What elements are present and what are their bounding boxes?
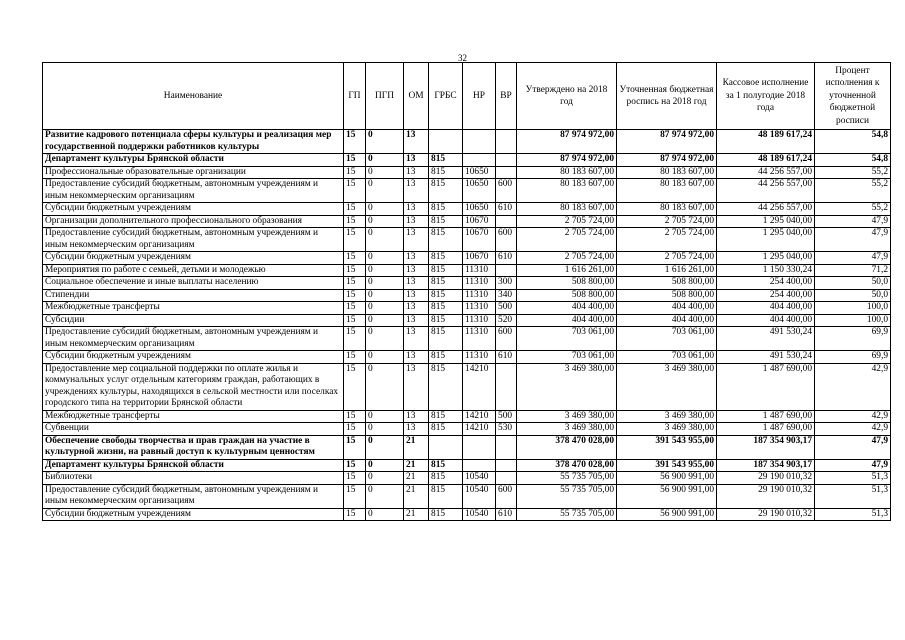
cell-cash: 404 400,00 (717, 314, 815, 327)
cell-gp: 15 (344, 435, 366, 459)
cell-name: Субсидии бюджетным учреждениям (43, 252, 344, 265)
table-row (43, 264, 891, 277)
cell-percent: 69,9 (815, 351, 891, 364)
cell-name: Предоставление субсидий бюджетным, автономным учреждениям и иным некоммерческим организациям (43, 327, 344, 351)
cell-approved: 2 705 724,00 (517, 252, 617, 265)
cell-refined: 404 400,00 (617, 314, 717, 327)
cell-percent: 51,3 (815, 484, 891, 508)
cell-vr: 610 (496, 203, 517, 216)
cell-cash: 1 487 690,00 (717, 410, 815, 423)
cell-refined: 2 705 724,00 (617, 215, 717, 228)
cell-pgp: 0 (366, 228, 404, 252)
cell-pgp: 0 (366, 203, 404, 216)
cell-vr (496, 215, 517, 228)
cell-om: 13 (404, 423, 429, 436)
cell-name: Департамент культуры Брянской области (43, 459, 344, 472)
cell-refined: 80 183 607,00 (617, 179, 717, 203)
cell-gp: 15 (344, 314, 366, 327)
cell-np: 11310 (463, 351, 496, 364)
cell-cash: 491 530,24 (717, 351, 815, 364)
cell-approved: 80 183 607,00 (517, 179, 617, 203)
cell-gp: 15 (344, 472, 366, 485)
cell-cash: 254 400,00 (717, 289, 815, 302)
cell-approved: 3 469 380,00 (517, 410, 617, 423)
cell-vr: 340 (496, 289, 517, 302)
cell-np: 11310 (463, 264, 496, 277)
cell-refined: 2 705 724,00 (617, 252, 717, 265)
cell-np: 10540 (463, 508, 496, 521)
cell-refined: 703 061,00 (617, 351, 717, 364)
cell-np: 11310 (463, 277, 496, 290)
table-row (43, 363, 891, 410)
cell-gp: 15 (344, 410, 366, 423)
cell-om: 13 (404, 314, 429, 327)
table-row (43, 154, 891, 167)
cell-pgp: 0 (366, 302, 404, 315)
cell-grbs: 815 (429, 314, 463, 327)
cell-vr: 500 (496, 410, 517, 423)
cell-cash: 404 400,00 (717, 302, 815, 315)
cell-cash: 48 189 617,24 (717, 154, 815, 167)
cell-gp: 15 (344, 228, 366, 252)
cell-percent: 42,9 (815, 410, 891, 423)
cell-name: Мероприятия по работе с семьей, детьми и молодежью (43, 264, 344, 277)
cell-om: 21 (404, 459, 429, 472)
col-header-np: НР (463, 63, 496, 130)
cell-om: 13 (404, 215, 429, 228)
cell-refined: 3 469 380,00 (617, 410, 717, 423)
cell-np: 10670 (463, 228, 496, 252)
cell-grbs: 815 (429, 351, 463, 364)
cell-vr: 600 (496, 327, 517, 351)
cell-np (463, 435, 496, 459)
cell-gp: 15 (344, 484, 366, 508)
cell-grbs: 815 (429, 423, 463, 436)
cell-name: Субсидии (43, 314, 344, 327)
cell-name: Субсидии бюджетным учреждениям (43, 203, 344, 216)
cell-name: Обеспечение свободы творчества и прав граждан на участие в культурной жизни, на равный доступ к культурным ценностям (43, 435, 344, 459)
cell-cash: 187 354 903,17 (717, 435, 815, 459)
cell-percent: 100,0 (815, 314, 891, 327)
cell-np: 14210 (463, 423, 496, 436)
cell-om: 13 (404, 327, 429, 351)
col-header-vr: ВР (496, 63, 517, 130)
cell-np: 10540 (463, 472, 496, 485)
col-header-percent: Процент исполнения к уточненной бюджетной росписи (815, 63, 891, 130)
cell-pgp: 0 (366, 289, 404, 302)
cell-om: 13 (404, 264, 429, 277)
cell-vr: 610 (496, 351, 517, 364)
budget-table (42, 62, 891, 521)
cell-name: Межбюджетные трансферты (43, 302, 344, 315)
cell-gp: 15 (344, 302, 366, 315)
cell-name: Библиотеки (43, 472, 344, 485)
table-row (43, 351, 891, 364)
cell-vr (496, 472, 517, 485)
table-row (43, 179, 891, 203)
cell-pgp: 0 (366, 435, 404, 459)
cell-name: Субсидии бюджетным учреждениям (43, 351, 344, 364)
cell-np: 11310 (463, 327, 496, 351)
cell-om: 21 (404, 484, 429, 508)
cell-percent: 47,9 (815, 215, 891, 228)
cell-om: 13 (404, 252, 429, 265)
cell-grbs: 815 (429, 228, 463, 252)
cell-cash: 1 295 040,00 (717, 228, 815, 252)
cell-approved: 1 616 261,00 (517, 264, 617, 277)
cell-pgp: 0 (366, 484, 404, 508)
cell-grbs: 815 (429, 289, 463, 302)
cell-pgp: 0 (366, 459, 404, 472)
cell-gp: 15 (344, 289, 366, 302)
cell-grbs: 815 (429, 363, 463, 410)
cell-pgp: 0 (366, 472, 404, 485)
cell-approved: 55 735 705,00 (517, 472, 617, 485)
table-row (43, 423, 891, 436)
table-row (43, 228, 891, 252)
cell-refined: 508 800,00 (617, 277, 717, 290)
cell-name: Предоставление субсидий бюджетным, автономным учреждениям и иным некоммерческим организациям (43, 228, 344, 252)
col-header-cash: Кассовое исполнение за 1 полугодие 2018 года (717, 63, 815, 130)
cell-np: 14210 (463, 410, 496, 423)
cell-percent: 71,2 (815, 264, 891, 277)
cell-approved: 3 469 380,00 (517, 423, 617, 436)
cell-percent: 42,9 (815, 363, 891, 410)
cell-np: 10650 (463, 179, 496, 203)
cell-vr (496, 130, 517, 154)
cell-approved: 80 183 607,00 (517, 203, 617, 216)
cell-pgp: 0 (366, 314, 404, 327)
cell-gp: 15 (344, 130, 366, 154)
cell-vr: 610 (496, 508, 517, 521)
table-row (43, 459, 891, 472)
cell-cash: 1 295 040,00 (717, 215, 815, 228)
cell-gp: 15 (344, 179, 366, 203)
cell-refined: 56 900 991,00 (617, 508, 717, 521)
cell-vr: 600 (496, 484, 517, 508)
table-row (43, 289, 891, 302)
table-row (43, 410, 891, 423)
cell-percent: 69,9 (815, 327, 891, 351)
cell-grbs: 815 (429, 327, 463, 351)
cell-refined: 2 705 724,00 (617, 228, 717, 252)
cell-gp: 15 (344, 508, 366, 521)
cell-om: 13 (404, 410, 429, 423)
cell-cash: 29 190 010,32 (717, 472, 815, 485)
cell-pgp: 0 (366, 351, 404, 364)
cell-percent: 47,9 (815, 228, 891, 252)
cell-approved: 80 183 607,00 (517, 166, 617, 179)
cell-percent: 54,8 (815, 130, 891, 154)
cell-om: 21 (404, 472, 429, 485)
col-header-approved: Утверждено на 2018 год (517, 63, 617, 130)
cell-np: 10670 (463, 252, 496, 265)
cell-om: 13 (404, 277, 429, 290)
cell-om: 13 (404, 179, 429, 203)
cell-cash: 29 190 010,32 (717, 484, 815, 508)
cell-approved: 3 469 380,00 (517, 363, 617, 410)
page-number: 32 (458, 53, 467, 63)
cell-percent: 55,2 (815, 203, 891, 216)
cell-grbs: 815 (429, 264, 463, 277)
cell-cash: 29 190 010,32 (717, 508, 815, 521)
cell-gp: 15 (344, 215, 366, 228)
cell-gp: 15 (344, 277, 366, 290)
cell-name: Предоставление субсидий бюджетным, автономным учреждениям и иным некоммерческим организациям (43, 484, 344, 508)
cell-grbs (429, 130, 463, 154)
cell-grbs: 815 (429, 179, 463, 203)
cell-om: 13 (404, 302, 429, 315)
col-header-name: Наименование (43, 63, 344, 130)
cell-np: 11310 (463, 289, 496, 302)
table-row (43, 166, 891, 179)
cell-grbs: 815 (429, 203, 463, 216)
cell-om: 13 (404, 154, 429, 167)
cell-refined: 391 543 955,00 (617, 435, 717, 459)
cell-refined: 56 900 991,00 (617, 484, 717, 508)
cell-percent: 51,3 (815, 508, 891, 521)
cell-grbs: 815 (429, 215, 463, 228)
cell-grbs: 815 (429, 166, 463, 179)
cell-cash: 491 530,24 (717, 327, 815, 351)
cell-name: Развитие кадрового потенциала сферы культуры и реализация мер государственной поддержки работников культуры (43, 130, 344, 154)
cell-name: Субсидии бюджетным учреждениям (43, 508, 344, 521)
table-row (43, 252, 891, 265)
cell-refined: 80 183 607,00 (617, 203, 717, 216)
cell-pgp: 0 (366, 423, 404, 436)
table-row (43, 277, 891, 290)
cell-np: 10670 (463, 215, 496, 228)
cell-approved: 404 400,00 (517, 314, 617, 327)
cell-percent: 50,0 (815, 289, 891, 302)
cell-name: Социальное обеспечение и иные выплаты населению (43, 277, 344, 290)
cell-approved: 404 400,00 (517, 302, 617, 315)
cell-approved: 703 061,00 (517, 351, 617, 364)
cell-np (463, 130, 496, 154)
cell-approved: 2 705 724,00 (517, 215, 617, 228)
cell-grbs: 815 (429, 472, 463, 485)
cell-np: 11310 (463, 314, 496, 327)
table-body (43, 130, 891, 521)
cell-refined: 508 800,00 (617, 289, 717, 302)
cell-approved: 378 470 028,00 (517, 435, 617, 459)
cell-cash: 44 256 557,00 (717, 203, 815, 216)
cell-pgp: 0 (366, 264, 404, 277)
cell-grbs: 815 (429, 252, 463, 265)
cell-pgp: 0 (366, 179, 404, 203)
cell-percent: 54,8 (815, 154, 891, 167)
cell-pgp: 0 (366, 277, 404, 290)
cell-percent: 55,2 (815, 166, 891, 179)
cell-name: Предоставление мер социальной поддержки по оплате жилья и коммунальных услуг отдельным категориям граждан, работающих в учреждениях культуры, находящихся в сельской местности или поселках городского типа на территории Брянской области (43, 363, 344, 410)
cell-approved: 508 800,00 (517, 277, 617, 290)
cell-name: Профессиональные образовательные организации (43, 166, 344, 179)
cell-gp: 15 (344, 203, 366, 216)
cell-pgp: 0 (366, 327, 404, 351)
cell-grbs: 815 (429, 484, 463, 508)
cell-approved: 2 705 724,00 (517, 228, 617, 252)
cell-cash: 48 189 617,24 (717, 130, 815, 154)
table-row (43, 215, 891, 228)
cell-cash: 1 295 040,00 (717, 252, 815, 265)
cell-cash: 187 354 903,17 (717, 459, 815, 472)
cell-np: 10540 (463, 484, 496, 508)
cell-refined: 87 974 972,00 (617, 130, 717, 154)
cell-gp: 15 (344, 423, 366, 436)
cell-gp: 15 (344, 459, 366, 472)
cell-grbs: 815 (429, 302, 463, 315)
cell-pgp: 0 (366, 215, 404, 228)
cell-vr: 600 (496, 228, 517, 252)
cell-cash: 44 256 557,00 (717, 166, 815, 179)
cell-pgp: 0 (366, 363, 404, 410)
cell-vr: 610 (496, 252, 517, 265)
cell-pgp: 0 (366, 252, 404, 265)
cell-approved: 508 800,00 (517, 289, 617, 302)
cell-refined: 1 616 261,00 (617, 264, 717, 277)
cell-refined: 56 900 991,00 (617, 472, 717, 485)
table-row (43, 484, 891, 508)
cell-name: Организации дополнительного профессионального образования (43, 215, 344, 228)
cell-np (463, 459, 496, 472)
cell-grbs: 815 (429, 459, 463, 472)
cell-name: Субвенции (43, 423, 344, 436)
cell-percent: 100,0 (815, 302, 891, 315)
cell-om: 13 (404, 228, 429, 252)
cell-vr: 600 (496, 179, 517, 203)
cell-cash: 44 256 557,00 (717, 179, 815, 203)
cell-refined: 3 469 380,00 (617, 363, 717, 410)
col-header-pgp: ПГП (366, 63, 404, 130)
cell-pgp: 0 (366, 166, 404, 179)
table-row (43, 203, 891, 216)
cell-cash: 1 150 330,24 (717, 264, 815, 277)
table-row (43, 472, 891, 485)
cell-cash: 254 400,00 (717, 277, 815, 290)
cell-pgp: 0 (366, 130, 404, 154)
cell-vr (496, 363, 517, 410)
cell-om: 13 (404, 289, 429, 302)
cell-approved: 87 974 972,00 (517, 154, 617, 167)
cell-grbs: 815 (429, 277, 463, 290)
cell-gp: 15 (344, 264, 366, 277)
cell-gp: 15 (344, 363, 366, 410)
cell-approved: 55 735 705,00 (517, 484, 617, 508)
cell-name: Межбюджетные трансферты (43, 410, 344, 423)
cell-vr (496, 154, 517, 167)
table-row (43, 302, 891, 315)
cell-refined: 87 974 972,00 (617, 154, 717, 167)
cell-percent: 42,9 (815, 423, 891, 436)
cell-grbs (429, 435, 463, 459)
table-row (43, 435, 891, 459)
table-row (43, 508, 891, 521)
cell-vr: 300 (496, 277, 517, 290)
cell-om: 13 (404, 130, 429, 154)
cell-np: 10650 (463, 203, 496, 216)
cell-name: Стипендии (43, 289, 344, 302)
cell-percent: 47,9 (815, 435, 891, 459)
cell-vr: 530 (496, 423, 517, 436)
cell-gp: 15 (344, 252, 366, 265)
cell-vr: 500 (496, 302, 517, 315)
cell-np (463, 154, 496, 167)
cell-pgp: 0 (366, 508, 404, 521)
cell-approved: 55 735 705,00 (517, 508, 617, 521)
cell-vr (496, 459, 517, 472)
cell-np: 10650 (463, 166, 496, 179)
cell-name: Предоставление субсидий бюджетным, автономным учреждениям и иным некоммерческим организациям (43, 179, 344, 203)
table-row (43, 314, 891, 327)
cell-gp: 15 (344, 351, 366, 364)
cell-percent: 50,0 (815, 277, 891, 290)
cell-np: 14210 (463, 363, 496, 410)
header-row (43, 63, 891, 130)
cell-vr: 520 (496, 314, 517, 327)
col-header-gp: ГП (344, 63, 366, 130)
cell-refined: 80 183 607,00 (617, 166, 717, 179)
cell-grbs: 815 (429, 508, 463, 521)
cell-approved: 703 061,00 (517, 327, 617, 351)
cell-name: Департамент культуры Брянской области (43, 154, 344, 167)
cell-refined: 391 543 955,00 (617, 459, 717, 472)
cell-om: 21 (404, 508, 429, 521)
cell-vr (496, 264, 517, 277)
cell-approved: 378 470 028,00 (517, 459, 617, 472)
cell-approved: 87 974 972,00 (517, 130, 617, 154)
col-header-refined: Уточненная бюджетная роспись на 2018 год (617, 63, 717, 130)
cell-om: 21 (404, 435, 429, 459)
cell-pgp: 0 (366, 410, 404, 423)
cell-gp: 15 (344, 154, 366, 167)
cell-grbs: 815 (429, 410, 463, 423)
cell-refined: 404 400,00 (617, 302, 717, 315)
cell-gp: 15 (344, 166, 366, 179)
cell-cash: 1 487 690,00 (717, 363, 815, 410)
cell-refined: 703 061,00 (617, 327, 717, 351)
cell-refined: 3 469 380,00 (617, 423, 717, 436)
col-header-om: ОМ (404, 63, 429, 130)
cell-grbs: 815 (429, 154, 463, 167)
cell-vr (496, 435, 517, 459)
cell-percent: 47,9 (815, 459, 891, 472)
cell-percent: 47,9 (815, 252, 891, 265)
cell-om: 13 (404, 363, 429, 410)
col-header-grbs: ГРБС (429, 63, 463, 130)
cell-percent: 51,3 (815, 472, 891, 485)
cell-gp: 15 (344, 327, 366, 351)
cell-om: 13 (404, 203, 429, 216)
cell-cash: 1 487 690,00 (717, 423, 815, 436)
cell-om: 13 (404, 351, 429, 364)
cell-vr (496, 166, 517, 179)
cell-om: 13 (404, 166, 429, 179)
cell-np: 11310 (463, 302, 496, 315)
cell-pgp: 0 (366, 154, 404, 167)
table-row (43, 130, 891, 154)
table-row (43, 327, 891, 351)
cell-percent: 55,2 (815, 179, 891, 203)
